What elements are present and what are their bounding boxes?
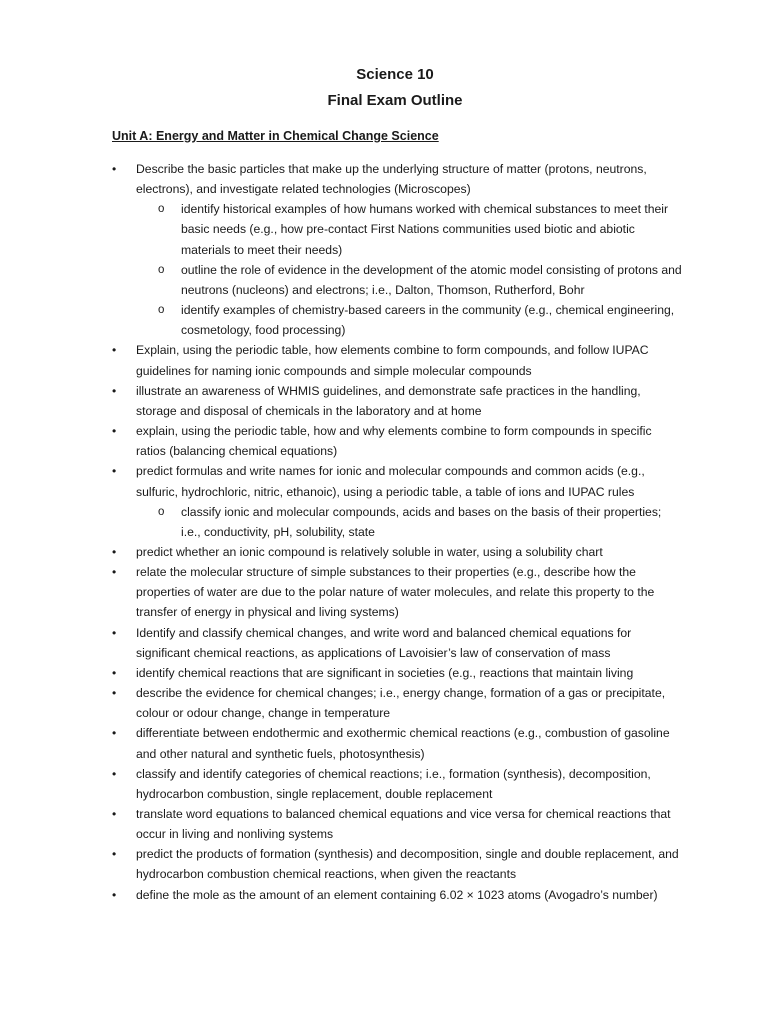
outline-subitem-text: outline the role of evidence in the development of the atomic model consisting of protons and neutrons (nucleons) and electrons; i.e., Dalton, Thomson, Rutherford, Bohr bbox=[181, 262, 682, 297]
outline-subitem bbox=[0, 199, 682, 259]
outline-item bbox=[0, 562, 682, 622]
outline-subitem bbox=[0, 502, 682, 542]
outline-item-text: define the mole as the amount of an element containing 6.02 × 1023 atoms (Avogadro’s number) bbox=[136, 887, 658, 902]
bullet-icon: • bbox=[112, 383, 117, 398]
outline-item bbox=[0, 461, 682, 501]
outline-list bbox=[0, 159, 768, 905]
bullet-icon: • bbox=[112, 565, 117, 580]
sub-bullet-icon: o bbox=[158, 203, 165, 216]
outline-item-text: predict whether an ionic compound is relatively soluble in water, using a solubility chart bbox=[136, 544, 603, 559]
bullet-icon: • bbox=[112, 665, 117, 680]
bullet-icon: • bbox=[112, 766, 117, 781]
outline-item bbox=[0, 804, 682, 844]
bullet-icon: • bbox=[112, 464, 117, 479]
bullet-icon: • bbox=[112, 847, 117, 862]
outline-item-text: predict formulas and write names for ionic and molecular compounds and common acids (e.g., sulfuric, hydrochloric, nitric, ethanoic), using a periodic table, a table of ions and IUPAC rules bbox=[136, 464, 645, 499]
outline-item-text: Explain, using the periodic table, how elements combine to form compounds, and follow IUPAC guidelines for naming ionic compounds and simple molecular compounds bbox=[136, 343, 649, 378]
outline-item bbox=[0, 421, 682, 461]
outline-subitem-text: identify historical examples of how humans worked with chemical substances to meet their basic needs (e.g., how pre-contact First Nations communities used biotic and abiotic materials to meet their needs) bbox=[181, 202, 669, 257]
outline-subitem bbox=[0, 260, 682, 300]
sub-bullet-icon: o bbox=[158, 263, 165, 276]
outline-item bbox=[0, 723, 682, 763]
outline-item-text: describe the evidence for chemical changes; i.e., energy change, formation of a gas or precipitate, colour or odour change, change in temperature bbox=[136, 686, 666, 721]
outline-item bbox=[0, 663, 682, 683]
outline-item-text: identify chemical reactions that are significant in societies (e.g., reactions that maintain living bbox=[136, 665, 634, 680]
outline-item-text: classify and identify categories of chemical reactions; i.e., formation (synthesis), decomposition, hydrocarbon combustion, single replacement, double replacement bbox=[136, 766, 651, 801]
outline-item bbox=[0, 844, 682, 884]
document-subtitle: Final Exam Outline bbox=[327, 92, 463, 109]
outline-item-text: differentiate between endothermic and exothermic chemical reactions (e.g., combustion of gasoline and other natural and synthetic fuels, photosynthesis) bbox=[136, 726, 670, 761]
bullet-icon: • bbox=[112, 686, 117, 701]
outline-subitem bbox=[0, 300, 682, 340]
bullet-icon: • bbox=[112, 544, 117, 559]
outline-item bbox=[0, 340, 682, 380]
bullet-icon: • bbox=[112, 625, 117, 640]
outline-item-text: Describe the basic particles that make up the underlying structure of matter (protons, neutrons, electrons), and investigate related technologies (Microscopes) bbox=[136, 162, 647, 197]
outline-subitem-text: identify examples of chemistry-based careers in the community (e.g., chemical engineering, cosmetology, food processing) bbox=[181, 303, 675, 338]
outline-item-text: predict the products of formation (synthesis) and decomposition, single and double replacement, and hydrocarbon combustion chemical reactions, when given the reactants bbox=[136, 847, 679, 882]
unit-heading: Unit A: Energy and Matter in Chemical Change Science bbox=[112, 129, 439, 143]
outline-item bbox=[0, 381, 682, 421]
outline-item-text: explain, using the periodic table, how and why elements combine to form compounds in specific ratios (balancing chemical equations) bbox=[136, 424, 652, 459]
outline-item bbox=[0, 683, 682, 723]
outline-item bbox=[0, 764, 682, 804]
document-title: Science 10 bbox=[356, 66, 434, 83]
bullet-icon: • bbox=[112, 726, 117, 741]
outline-item bbox=[0, 159, 682, 199]
bullet-icon: • bbox=[112, 807, 117, 821]
outline-item-text: translate word equations to balanced chemical equations and vice versa for chemical reactions that occur in living and nonliving systems bbox=[136, 807, 671, 842]
bullet-icon: • bbox=[112, 162, 117, 176]
outline-item-text: relate the molecular structure of simple substances to their properties (e.g., describe how the properties of water are due to the polar nature of water molecules, and relate this property to the transfer of energy in physical and living systems) bbox=[136, 565, 655, 620]
outline-item bbox=[0, 623, 682, 663]
outline-item-text: Identify and classify chemical changes, and write word and balanced chemical equations for significant chemical reactions, as applications of Lavoisier’s law of conservation of mass bbox=[136, 625, 632, 660]
outline-item bbox=[0, 542, 682, 562]
outline-item bbox=[0, 885, 682, 905]
sub-bullet-icon: o bbox=[158, 505, 165, 518]
bullet-icon: • bbox=[112, 887, 117, 902]
outline-subitem-text: classify ionic and molecular compounds, acids and bases on the basis of their properties; i.e., conductivity, pH, solubility, state bbox=[181, 504, 662, 539]
bullet-icon: • bbox=[112, 343, 117, 358]
sub-bullet-icon: o bbox=[158, 304, 165, 317]
bullet-icon: • bbox=[112, 424, 117, 439]
outline-item-text: illustrate an awareness of WHMIS guidelines, and demonstrate safe practices in the handling, storage and disposal of chemicals in the laboratory and at home bbox=[136, 383, 641, 418]
